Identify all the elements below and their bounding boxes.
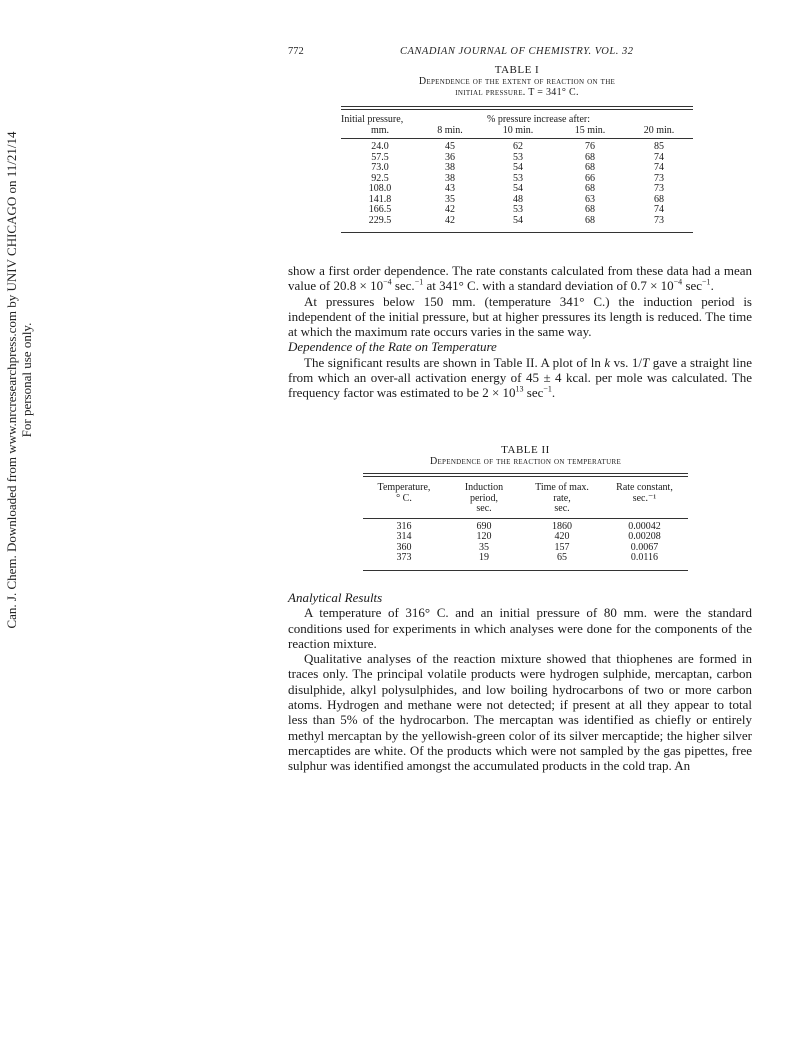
table-cell: 690: [476, 520, 492, 532]
table-row: [341, 205, 693, 216]
table-cell: 316: [396, 520, 412, 532]
table-2-bottom-rule: [363, 570, 688, 571]
table-cell: 76: [585, 141, 595, 152]
table-1-header: [341, 115, 693, 136]
table-header-cell: [363, 504, 445, 515]
table-cell: 48: [513, 193, 523, 205]
table-row: [341, 184, 693, 195]
table-cell: 54: [513, 162, 523, 173]
table-1-caption-line-1: Dependence of the extent of reaction on the: [418, 76, 616, 87]
table-cell: 141.8: [368, 193, 392, 205]
table-cell: 66: [585, 172, 595, 184]
heading-analytical-results: Analytical Results: [288, 590, 383, 605]
table-1-header-rule: [341, 138, 693, 139]
table-cell: 36: [445, 151, 455, 163]
table-cell: 314: [396, 531, 412, 542]
table-cell: 53: [513, 172, 523, 184]
table-cell: 360: [396, 541, 412, 553]
table-cell: 35: [445, 193, 455, 205]
table-cell: 68: [585, 204, 595, 215]
download-watermark: [4, 100, 34, 660]
table-1-col-initial-pressure: Initial pressure,: [341, 114, 404, 125]
table-row: [341, 216, 693, 227]
table-1-col-unit: mm.: [370, 124, 390, 136]
table-cell: 73: [654, 172, 664, 184]
table-cell: 54: [513, 214, 523, 226]
table-cell: 373: [396, 552, 412, 563]
paragraph-qualitative-analyses: Qualitative analyses of the reaction mixture showed that thiophenes are formed in traces only. The principal volatile products were hydrogen sulphide, mercaptan, carbon disulphide, alkyl polysulphides, and low boiling hydrocarbons of two or more carbon atoms. Hydrogen and methane were not detected; if present at all they appear to total less than 5% of the hydrocarbon. The mercaptan was identified as chiefly or entirely methyl mercaptan by the yellowish-green color of its silver mercaptide; the higher silver mercaptides are white. Of the products which were not sampled by the gas pipettes, free sulphur was identified amongst the accumulated products in the cold trap. An: [288, 651, 752, 774]
table-cell: 38: [445, 162, 455, 173]
table-cell: 42: [445, 204, 455, 215]
table-header-cell: period,: [469, 492, 499, 504]
table-1-title: TABLE I: [494, 64, 540, 76]
watermark-line-2: For personal use only.: [19, 322, 34, 438]
table-row: [341, 163, 693, 174]
table-cell: 65: [557, 552, 567, 563]
table-header-cell: ° C.: [396, 492, 412, 504]
table-1-top-rule: [341, 106, 693, 110]
table-cell: 63: [585, 193, 595, 205]
table-header-row: [363, 494, 688, 505]
table-2-top-rule: [363, 473, 688, 477]
table-1-col-20min: 20 min.: [643, 124, 675, 136]
table-cell: 19: [479, 552, 489, 563]
paragraph-standard-conditions: A temperature of 316° C. and an initial pressure of 80 mm. were the standard conditions used for experiments in which analyses were done for the components of the reaction mixture.: [288, 605, 752, 651]
page-number: 772: [288, 46, 304, 57]
table-header-row: [363, 504, 688, 515]
text-block-2: [288, 590, 752, 774]
table-cell: 68: [585, 183, 595, 194]
table-2-caption: Dependence of the reaction on temperature: [429, 456, 622, 467]
table-cell: 120: [476, 531, 492, 542]
table-cell: 0.0067: [630, 541, 659, 553]
table-cell: 38: [445, 172, 455, 184]
table-cell: 35: [479, 541, 489, 553]
table-cell: 0.00042: [628, 520, 661, 532]
table-header-row: [363, 483, 688, 494]
paragraph-induction-period: At pressures below 150 mm. (temperature 341° C.) the induction period is independent of the initial pressure, but at higher pressures its length is reduced. The time at which the maximum rate occurs varies in the same way.: [288, 293, 752, 340]
table-cell: 43: [445, 183, 455, 194]
table-2-body: [363, 522, 688, 564]
table-header-cell: Induction: [464, 482, 504, 493]
table-row: [363, 553, 688, 564]
table-cell: 74: [654, 204, 664, 215]
table-1-col-8min: 8 min.: [437, 124, 463, 136]
table-cell: 85: [654, 141, 664, 152]
table-cell: 73: [654, 183, 664, 194]
table-cell: 74: [654, 162, 664, 173]
table-cell: 68: [585, 162, 595, 173]
table-1-caption-line-2: initial pressure. T = 341° C.: [455, 87, 579, 98]
table-cell: 42: [445, 214, 455, 226]
table-cell: 62: [513, 141, 523, 152]
table-header-cell: Time of max.: [535, 482, 589, 493]
table-cell: 92.5: [371, 172, 389, 184]
table-cell: 68: [585, 214, 595, 226]
paragraph-table-2-results: The significant results are shown in Table II. A plot of ln k vs. 1/T gave a straight line from which an over-all activation energy of 45 ± 4 kcal. per mole was calculated. The frequency factor was estimated to be $2 \times 10^{13}$ $\sec^{-1}$.: [288, 354, 752, 401]
table-1-body: [341, 142, 693, 226]
table-header-cell: Temperature,: [377, 482, 431, 493]
table-row: [341, 142, 693, 153]
table-1: [341, 64, 693, 233]
table-row: [363, 532, 688, 543]
table-cell: 0.00208: [628, 531, 661, 542]
table-cell: 73: [654, 214, 664, 226]
journal-title: CANADIAN JOURNAL OF CHEMISTRY. VOL. 32: [400, 46, 634, 57]
table-cell: 53: [513, 151, 523, 163]
table-cell: 74: [654, 151, 664, 163]
heading-temperature: Dependence of the Rate on Temperature: [288, 339, 497, 355]
table-cell: 53: [513, 204, 523, 215]
table-1-bottom-rule: [341, 232, 693, 233]
table-2-title: TABLE II: [501, 444, 550, 456]
table-cell: 57.5: [371, 151, 389, 163]
table-header-cell: sec.: [554, 503, 570, 514]
table-cell: 166.5: [368, 204, 392, 215]
table-cell: 108.0: [368, 183, 392, 194]
table-2-header-rule: [363, 518, 688, 519]
watermark-line-1: Can. J. Chem. Downloaded from www.nrcresearchpress.com by UNIV CHICAGO on 11/21/14: [4, 131, 19, 629]
table-cell: 420: [554, 531, 570, 542]
table-2: [363, 444, 688, 571]
table-cell: 54: [513, 183, 523, 194]
table-cell: 229.5: [368, 214, 392, 226]
table-header-cell: sec.: [476, 503, 492, 514]
table-cell: 24.0: [371, 141, 389, 152]
table-2-header: [363, 483, 688, 515]
table-header-cell: sec.⁻¹: [632, 492, 657, 504]
table-header-cell: Rate constant,: [616, 482, 673, 493]
table-1-group-header: % pressure increase after:: [487, 114, 590, 125]
text-block-1: [288, 263, 752, 401]
table-1-col-15min: 15 min.: [574, 124, 606, 136]
table-1-col-10min: 10 min.: [502, 124, 534, 136]
table-cell: 0.0116: [630, 552, 659, 563]
table-cell: 157: [554, 541, 570, 553]
table-cell: 1860: [552, 520, 572, 532]
table-header-cell: [601, 504, 688, 515]
table-cell: 68: [654, 193, 664, 205]
table-cell: 73.0: [371, 162, 389, 173]
table-cell: 68: [585, 151, 595, 163]
table-header-cell: rate,: [553, 492, 571, 504]
paragraph-rate-constants: show a first order dependence. The rate constants calculated from these data had a mean value of $20.8 \times 10^{-4}$ sec.$^{-1}$ at 341° C. with a standard deviation of $0.7 \times 10^{-4}$ $\sec^{-1}$.: [288, 263, 752, 294]
table-cell: 45: [445, 141, 455, 152]
